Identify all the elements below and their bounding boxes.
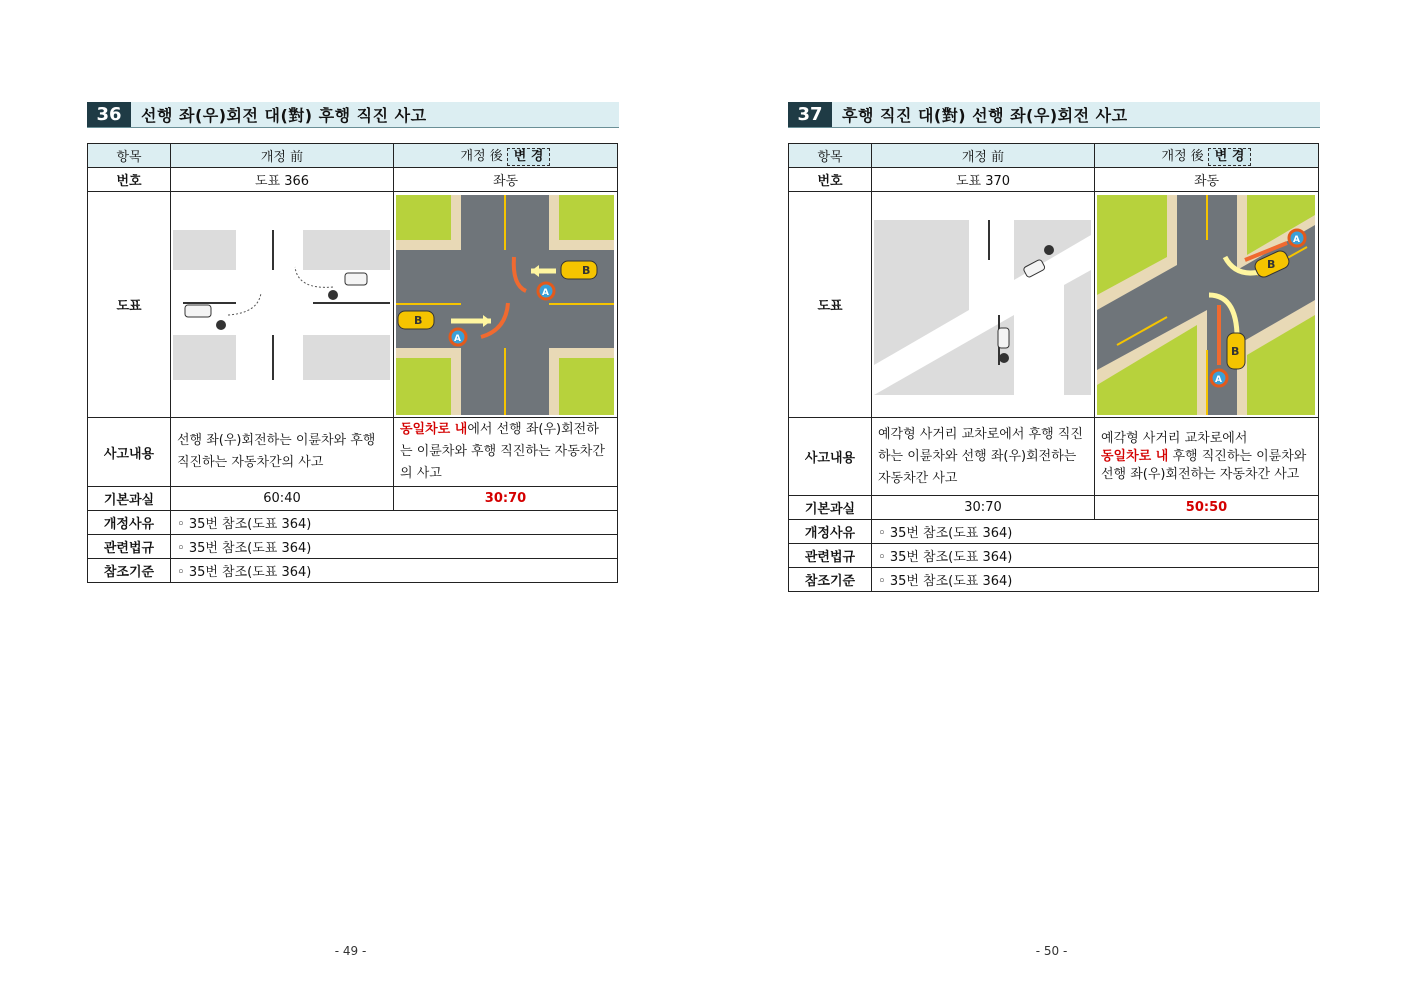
table-row bbox=[789, 496, 1319, 520]
row-label-diagram: 도표 bbox=[789, 192, 872, 418]
section-title: 후행 직진 대(對) 선행 좌(우)회전 사고 bbox=[842, 106, 1128, 125]
fault-before: 60:40 bbox=[171, 487, 394, 511]
table-row bbox=[88, 418, 618, 487]
vehicle-a-label: A bbox=[1215, 374, 1222, 385]
row-label-reason: 개정사유 bbox=[88, 511, 171, 535]
header-after-label: 개정 後 bbox=[460, 149, 503, 164]
table-row bbox=[789, 568, 1319, 592]
intersection-diagram-new bbox=[396, 195, 614, 415]
vehicle-a-label: A bbox=[1293, 234, 1300, 245]
accident-after-rest: 후행 직진하는 이륜차와 선행 좌(우)회전하는 자동차간 사고 bbox=[1101, 448, 1307, 482]
row-label-reason: 개정사유 bbox=[789, 520, 872, 544]
changed-badge: 변 경 bbox=[507, 148, 551, 166]
header-after bbox=[1095, 144, 1319, 168]
fault-after: 30:70 bbox=[394, 487, 618, 511]
changed-badge: 변 경 bbox=[1208, 148, 1252, 166]
header-after bbox=[394, 144, 618, 168]
accident-after-rest: 에서 선행 좌(우)회전하는 이륜차와 후행 직진하는 자동차간의 사고 bbox=[400, 422, 605, 481]
row-label-ref: 참조기준 bbox=[88, 559, 171, 583]
accident-after bbox=[1095, 418, 1319, 496]
comparison-table bbox=[788, 143, 1319, 592]
table-row bbox=[789, 544, 1319, 568]
table-header-row bbox=[88, 144, 618, 168]
page-50 bbox=[701, 0, 1402, 992]
header-after-label: 개정 後 bbox=[1161, 149, 1204, 164]
accident-before: 선행 좌(우)회전하는 이륜차와 후행 직진하는 자동차간의 사고 bbox=[171, 418, 394, 487]
acute-intersection-diagram-new bbox=[1097, 195, 1315, 415]
reason-value: ◦ 35번 참조(도표 364) bbox=[171, 511, 618, 535]
number-after: 좌동 bbox=[1095, 168, 1319, 192]
accident-after-pre: 예각형 사거리 교차로에서 bbox=[1101, 430, 1248, 446]
table-row bbox=[88, 487, 618, 511]
reason-value: ◦ 35번 참조(도표 364) bbox=[872, 520, 1319, 544]
comparison-table bbox=[87, 143, 618, 583]
table-row bbox=[789, 168, 1319, 192]
fault-after: 50:50 bbox=[1095, 496, 1319, 520]
diagram-before bbox=[872, 192, 1095, 418]
section-header bbox=[788, 102, 1320, 128]
acute-intersection-diagram-old bbox=[874, 195, 1091, 415]
diagram-after bbox=[1095, 192, 1319, 418]
ref-value: ◦ 35번 참조(도표 364) bbox=[171, 559, 618, 583]
table-row bbox=[789, 418, 1319, 496]
vehicle-a-label: A bbox=[454, 333, 461, 344]
ref-value: ◦ 35번 참조(도표 364) bbox=[872, 568, 1319, 592]
number-before: 도표 370 bbox=[872, 168, 1095, 192]
table-row bbox=[789, 192, 1319, 418]
table-header-row bbox=[789, 144, 1319, 168]
accident-after-highlight: 동일차로 내 bbox=[1101, 448, 1169, 464]
accident-after bbox=[394, 418, 618, 487]
vehicle-a-label: A bbox=[542, 287, 549, 298]
row-label-number: 번호 bbox=[789, 168, 872, 192]
row-label-fault: 기본과실 bbox=[88, 487, 171, 511]
vehicle-b-label: B bbox=[1267, 257, 1276, 271]
law-value: ◦ 35번 참조(도표 364) bbox=[872, 544, 1319, 568]
vehicle-b-label: B bbox=[1231, 344, 1240, 358]
table-row bbox=[789, 520, 1319, 544]
header-item: 항목 bbox=[88, 144, 171, 168]
row-label-number: 번호 bbox=[88, 168, 171, 192]
row-label-law: 관련법규 bbox=[88, 535, 171, 559]
diagram-after bbox=[394, 192, 618, 418]
row-label-law: 관련법규 bbox=[789, 544, 872, 568]
number-before: 도표 366 bbox=[171, 168, 394, 192]
table-row bbox=[88, 192, 618, 418]
header-before: 개정 前 bbox=[872, 144, 1095, 168]
table-row bbox=[88, 535, 618, 559]
row-label-fault: 기본과실 bbox=[789, 496, 872, 520]
row-label-diagram: 도표 bbox=[88, 192, 171, 418]
page-49 bbox=[0, 0, 701, 992]
row-label-accident: 사고내용 bbox=[88, 418, 171, 487]
section-title: 선행 좌(우)회전 대(對) 후행 직진 사고 bbox=[141, 106, 427, 125]
vehicle-b-label: B bbox=[582, 263, 591, 277]
row-label-ref: 참조기준 bbox=[789, 568, 872, 592]
diagram-before bbox=[171, 192, 394, 418]
fault-before: 30:70 bbox=[872, 496, 1095, 520]
law-value: ◦ 35번 참조(도표 364) bbox=[171, 535, 618, 559]
table-row bbox=[88, 559, 618, 583]
row-label-accident: 사고내용 bbox=[789, 418, 872, 496]
intersection-diagram-old bbox=[173, 195, 390, 415]
page-number: - 49 - bbox=[334, 944, 367, 958]
table-row bbox=[88, 511, 618, 535]
number-after: 좌동 bbox=[394, 168, 618, 192]
header-item: 항목 bbox=[789, 144, 872, 168]
header-before: 개정 前 bbox=[171, 144, 394, 168]
table-row bbox=[88, 168, 618, 192]
vehicle-b-label: B bbox=[414, 313, 423, 327]
section-number: 37 bbox=[788, 102, 832, 127]
section-number: 36 bbox=[87, 102, 131, 127]
accident-after-highlight: 동일차로 내 bbox=[400, 422, 468, 437]
accident-before: 예각형 사거리 교차로에서 후행 직진하는 이륜차와 선행 좌(우)회전하는 자동차간 사고 bbox=[872, 418, 1095, 496]
section-header bbox=[87, 102, 619, 128]
page-number: - 50 - bbox=[1035, 944, 1068, 958]
